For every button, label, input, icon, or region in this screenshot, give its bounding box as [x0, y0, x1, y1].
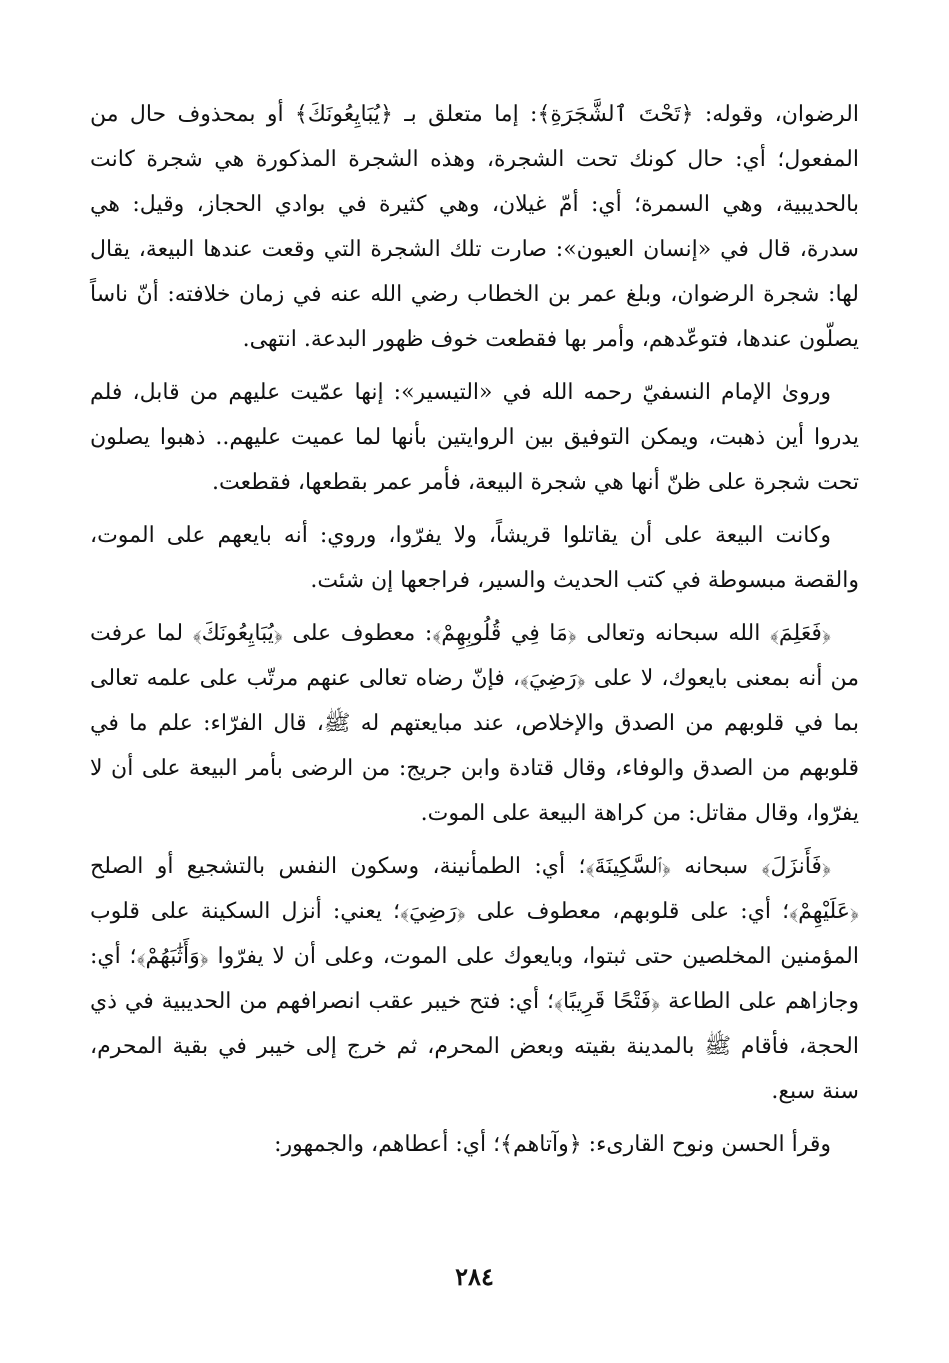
- paragraph-5: ﴿فَأَنزَلَ﴾ سبحانه ﴿ٱلسَّكِينَةَ﴾؛ أي: الطمأنينة، وسكون النفس بالتشجيع أو الصلح ﴿عَلَيْهِمْ﴾؛ أي: على قلوبهم، معطوف على ﴿رَضِيَ﴾؛ يعني: أنزل السكينة على قلوب المؤمنين المخلصين حتى ثبتوا، وبايعوك على الموت، وعلى أن لا يفرّوا ﴿وَأَثَٰبَهُمْ﴾؛ أي: وجازاهم على الطاعة ﴿فَتْحًا قَرِيبًا﴾؛ أي: فتح خيبر عقب انصرافهم من الحديبية في ذي الحجة، فأقام ﷺ بالمدينة بقيته وبعض المحرم، ثم خرج إلى خيبر في بقية المحرم، سنة سبع.: [90, 854, 859, 1104]
- paragraph-4: ﴿فَعَلِمَ﴾ الله سبحانه وتعالى ﴿مَا فِي قُلُوبِهِمْ﴾: معطوف على ﴿يُبَايِعُونَكَ﴾ لما عرفت من أنه بمعنى بايعوك، لا على ﴿رَضِيَ﴾، فإنّ رضاه تعالى عنهم مرتّب على علمه تعالى بما في قلوبهم من الصدق والإخلاص، عند مبايعتهم له ﷺ، قال الفرّاء: علم ما في قلوبهم من الصدق والوفاء، وقال قتادة وابن جريج: من الرضى بأمر البيعة على أن لا يفرّوا، وقال مقاتل: من كراهة البيعة على الموت.: [90, 621, 859, 826]
- page-number: ٢٨٤: [455, 1262, 494, 1291]
- paragraph-1: الرضوان، وقوله: ﴿تَحْتَ ٱلشَّجَرَةِ﴾: إما متعلق بـ ﴿يُبَايِعُونَكَ﴾ أو بمحذوف حال من المفعول؛ أي: حال كونك تحت الشجرة، وهذه الشجرة المذكورة هي شجرة كانت بالحديبية، وهي السمرة؛ أي: أمّ غيلان، وهي كثيرة في بوادي الحجاز، وقيل: هي سدرة، قال في «إنسان العيون»: صارت تلك الشجرة التي وقعت عندها البيعة، يقال لها: شجرة الرضوان، وبلغ عمر بن الخطاب رضي الله عنه في زمان خلافته: أنّ ناساً يصلّون عندها، فتوعّدهم، وأمر بها فقطعت خوف ظهور البدعة. انتهى.: [90, 102, 859, 352]
- paragraph-3: وكانت البيعة على أن يقاتلوا قريشاً، ولا يفرّوا، وروي: أنه بايعهم على الموت، والقصة مبسوطة في كتب الحديث والسير، فراجعها إن شئت.: [90, 523, 859, 593]
- paragraph-6: وقرأ الحسن ونوح القارىء: ﴿وآتاهم﴾؛ أي: أعطاهم، والجمهور:: [274, 1132, 831, 1157]
- paragraph-2: ورویٰ الإمام النسفيّ رحمه الله في «التيسير»: إنها عمّيت عليهم من قابل، فلم يدروا أين ذهبت، ويمكن التوفيق بين الروايتين بأنها لما عميت عليهم.. ذهبوا يصلون تحت شجرة على ظنّ أنها هي شجرة البيعة، فأمر عمر بقطعها، فقطعت.: [90, 380, 859, 495]
